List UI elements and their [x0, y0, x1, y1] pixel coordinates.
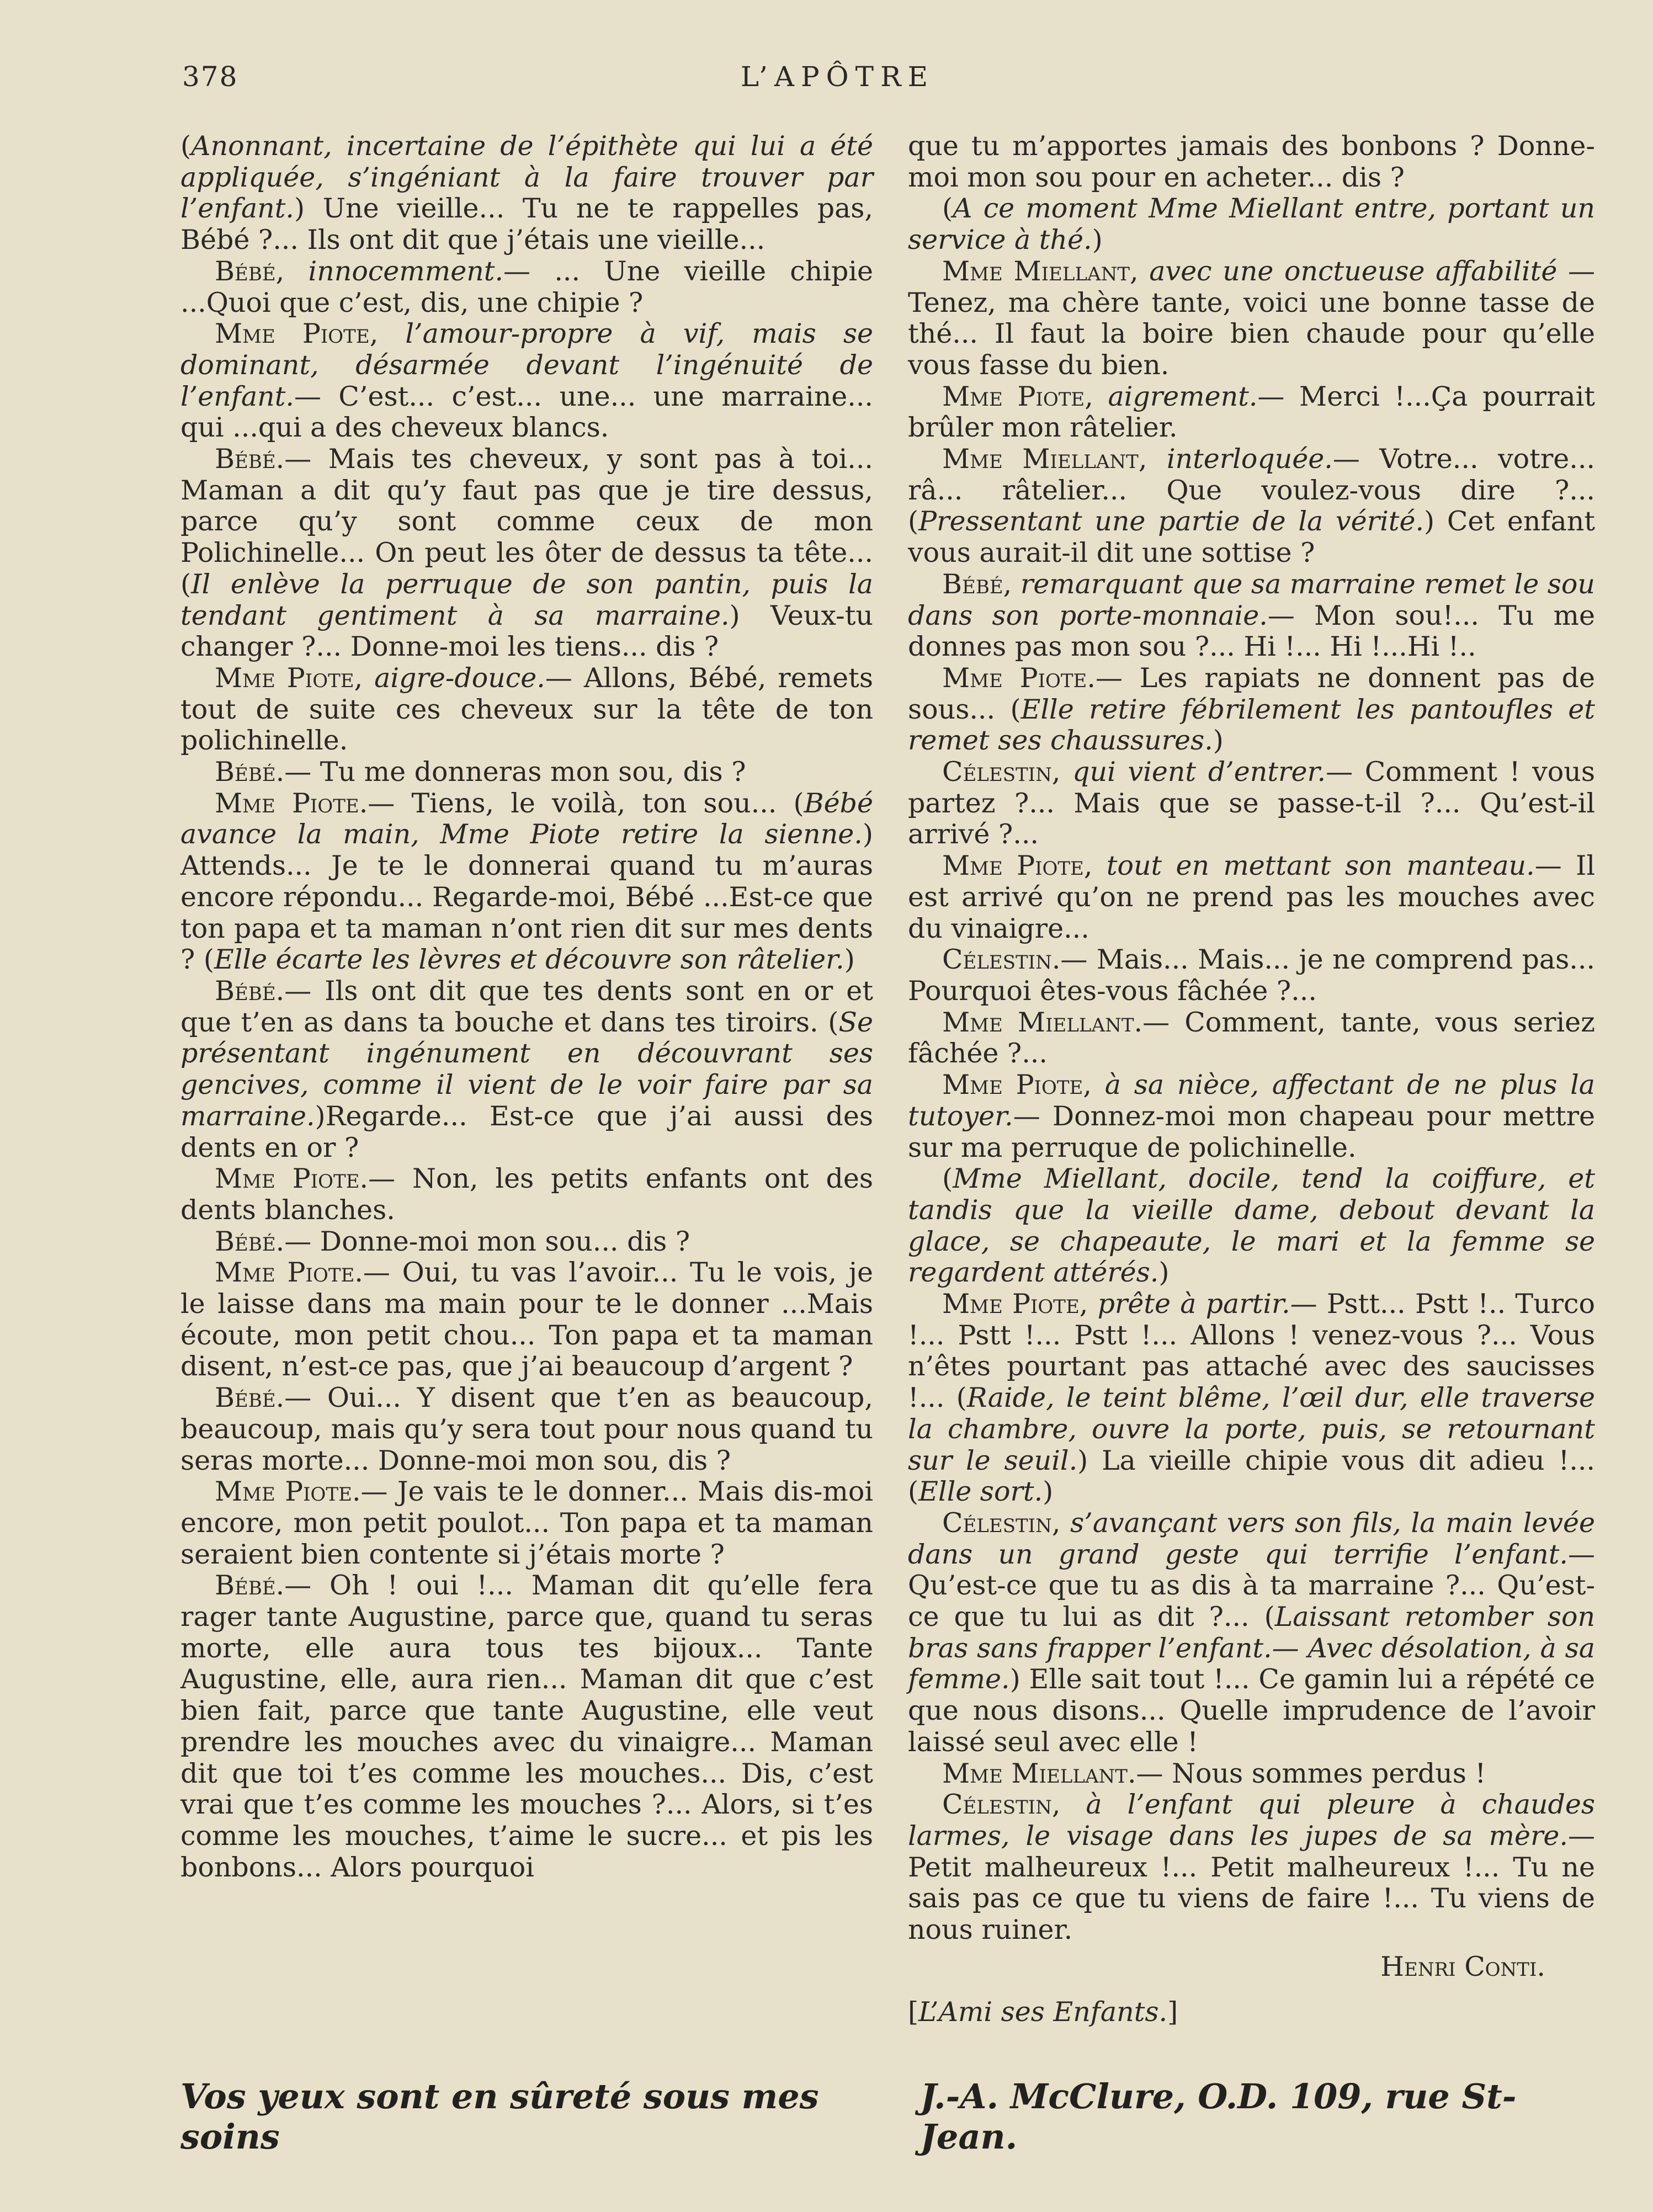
dialogue-text: .— Mais tes cheveux, y sont pas à toi... Maman a dit qu’y faut pas que je tire dessus, parce qu’y sont comme ceux de mon Polichinelle... On peut les ôter de dessus ta tête... (: [180, 443, 873, 600]
speaker-name: Mme Piote: [942, 850, 1084, 882]
paragraph: [180, 131, 873, 256]
dialogue-text: .— Oui... Y disent que t’en as beaucoup, beaucoup, mais qu’y sera tout pour nous quand tu seras morte... Donne-moi mon sou, dis ?: [180, 1382, 873, 1476]
dialogue-text: — Allons, Bébé, remets tout de suite ces cheveux sur la tête de ton polichinelle.: [180, 662, 873, 757]
dialogue-text: .— Mais... Mais... je ne comprend pas... Pourquoi êtes-vous fâchée ?...: [908, 944, 1595, 1007]
stage-direction: aigre-douce.: [374, 662, 545, 694]
speaker-name: Bébé: [215, 1570, 276, 1602]
dialogue-text: — Tenez, ma chère tante, voici une bonne tasse de thé... Il faut la boire bien chaude pour qu’elle vous fasse du bien.: [908, 255, 1595, 381]
paragraph: [908, 1952, 1595, 1983]
stage-direction: avec une onctueuse affabilité: [1149, 255, 1558, 287]
stage-direction: à l’enfant qui pleure à chaudes larmes, le visage dans les jupes de sa mère.: [908, 1789, 1596, 1852]
speaker-name: Mme Piote: [942, 380, 1085, 412]
dialogue-text: .— Les rapiats ne donnent pas de sous... (: [908, 662, 1595, 725]
speaker-name: Bébé: [215, 975, 276, 1007]
paragraph: [908, 1007, 1595, 1070]
dialogue-text: .— Nous sommes perdus !: [1127, 1757, 1486, 1789]
dialogue-text: Henri Conti.: [1380, 1950, 1545, 1982]
dialogue-text: ,: [1083, 1069, 1105, 1101]
dialogue-text: ) Veux-tu changer ?... Donne-moi les tiens... dis ?: [180, 599, 873, 663]
stage-direction: Raide, le teint blême, l’œil dur, elle traverse la chambre, ouvre la porte, puis, se retournant sur le seuil.: [908, 1382, 1595, 1476]
dialogue-text: ,: [275, 255, 309, 287]
stage-direction: Anonnant, incertaine de l’épithète qui lui a été appliquée, s’ingéniant à la faire trouver par l’enfant.: [180, 130, 873, 225]
dialogue-text: .— Je vais te le donner... Mais dis-moi encore, mon petit poulot... Ton papa et ta maman seraient bien contente si j’étais morte ?: [180, 1476, 873, 1570]
paragraph: [908, 1289, 1595, 1508]
dialogue-text: ) Attends... Je te le donnerai quand tu m’auras encore répondu... Regarde-moi, Bébé ...Est-ce que ton papa et ta maman n’ont rien dit sur mes dents ? (: [180, 818, 873, 976]
stage-direction: L’Ami ses Enfants.: [918, 1996, 1168, 2028]
paragraph: [180, 757, 873, 788]
speaker-name: Mme Piote: [942, 662, 1087, 694]
paragraph: [180, 444, 873, 663]
dialogue-text: .— Oui, tu vas l’avoir... Tu le vois, je le laisse dans ma main pour te le donner ...Mais écoute, mon petit chou... Ton papa et ta maman disent, n’est-ce pas, que j’ai beaucoup d’argent ?: [180, 1257, 873, 1382]
dialogue-text: [: [908, 1996, 919, 2028]
dialogue-text: ): [1213, 725, 1224, 757]
speaker-name: Mme Miellant: [942, 1006, 1134, 1038]
stage-direction: Elle sort.: [918, 1476, 1043, 1508]
paragraph: [908, 131, 1595, 193]
dialogue-text: ) Cet enfant vous aurait-il dit une sottise ?: [908, 506, 1595, 569]
paragraph: [908, 569, 1595, 663]
stage-direction: Se présentant ingénument en découvrant ses gencives, comme il vient de le voir faire par sa marraine.: [180, 1006, 873, 1132]
paragraph: [180, 1226, 873, 1258]
dialogue-text: ) Elle sait tout !... Ce gamin lui a répété ce que nous disons... Quelle imprudence de l’avoir laissé seul avec elle !: [908, 1663, 1595, 1758]
dialogue-text: ,: [1051, 1507, 1071, 1539]
dialogue-text: .— Tu me donneras mon sou, dis ?: [275, 756, 746, 788]
paragraph: [908, 1163, 1595, 1289]
dialogue-text: .— Ils ont dit que tes dents sont en or et que t’en as dans ta bouche et dans tes tiroirs. (: [180, 975, 873, 1038]
speaker-name: Bébé: [942, 568, 1003, 600]
paragraph: [180, 1257, 873, 1382]
ad-optometrist-address: J.-A. McClure, O.D. 109, rue St-Jean.: [920, 2076, 1517, 2157]
speaker-name: Mme Piote: [215, 787, 359, 819]
speaker-name: Bébé: [215, 443, 276, 475]
dialogue-text: ,: [1083, 850, 1107, 882]
speaker-name: Mme Piote: [942, 1288, 1080, 1320]
dialogue-text: ) La vieille chipie vous dit adieu !... (: [908, 1444, 1595, 1508]
stage-direction: Bébé avance la main, Mme Piote retire la sienne.: [180, 787, 873, 850]
stage-direction: qui vient d’entrer.: [1072, 756, 1326, 788]
dialogue-text: ): [844, 944, 855, 976]
dialogue-text: ): [1158, 1257, 1170, 1289]
paragraph: [908, 1070, 1595, 1163]
paragraph: [180, 788, 873, 976]
dialogue-text: (: [180, 130, 192, 162]
stage-direction: A ce moment Mme Miellant entre, portant un service à thé.: [908, 193, 1595, 256]
dialogue-text: — Petit malheureux !... Petit malheureux !... Tu ne sais pas ce que tu viens de faire !... Tu viens de nous ruiner.: [908, 1820, 1595, 1946]
paragraph: [180, 1382, 873, 1476]
speaker-name: Bébé: [215, 1225, 276, 1257]
stage-direction: prête à partir.: [1097, 1288, 1290, 1320]
paragraph: [908, 381, 1595, 444]
dialogue-text: (: [942, 1163, 953, 1195]
speaker-name: Mme Piote: [215, 1163, 360, 1195]
dialogue-text: ,: [1051, 756, 1073, 788]
dialogue-text: — Merci !...Ça pourrait brûler mon râtelier.: [908, 380, 1595, 444]
dialogue-text: (: [942, 193, 953, 225]
speaker-name: Mme Miellant: [942, 1757, 1128, 1789]
speaker-name: Mme Piote: [215, 1257, 355, 1289]
stage-direction: aigrement.: [1108, 380, 1258, 412]
dialogue-text: — Il est arrivé qu’on ne prend pas les mouches avec du vinaigre...: [908, 850, 1596, 944]
stage-direction: interloquée.: [1166, 443, 1333, 475]
paragraph: [908, 850, 1595, 944]
paragraph: [908, 1997, 1595, 2028]
dialogue-text: ]: [1167, 1996, 1178, 2028]
stage-direction: Elle retire fébrilement les pantoufles et remet ses chaussures.: [908, 693, 1595, 757]
running-title: L’APÔTRE: [740, 61, 935, 93]
paragraph: [180, 663, 873, 757]
speaker-name: Bébé: [215, 756, 276, 788]
advertisement-footer: [180, 2076, 1604, 2157]
dialogue-text: — Mon sou!... Tu me donnes pas mon sou ?... Hi !... Hi !...Hi !..: [908, 599, 1595, 663]
speaker-name: Célestin: [942, 1507, 1052, 1539]
stage-direction: à sa nièce, affectant de ne plus la tutoyer.: [908, 1069, 1596, 1132]
dialogue-text: — Qu’est-ce que tu as dis à ta marraine ?... Qu’est-ce que tu lui as dit ?... (: [908, 1538, 1595, 1633]
dialogue-text: que tu m’apportes jamais des bonbons ? Donne-moi mon sou pour en acheter... dis ?: [908, 130, 1595, 193]
speaker-name: Bébé: [215, 1382, 276, 1414]
dialogue-text: ,: [1130, 255, 1150, 287]
stage-direction: Pressentant une partie de la vérité.: [918, 506, 1425, 538]
paragraph: [908, 944, 1595, 1007]
speaker-name: Mme Miellant: [942, 255, 1130, 287]
paragraph: [180, 1570, 873, 1883]
dialogue-text: ,: [1079, 1288, 1098, 1320]
dialogue-text: )Regarde... Est-ce que j’ai aussi des dents en or ?: [180, 1100, 873, 1163]
dialogue-text: ,: [1085, 380, 1108, 412]
dialogue-text: ,: [369, 318, 406, 350]
paragraph: [908, 444, 1595, 569]
paragraph: [908, 256, 1595, 381]
page-number: 378: [182, 61, 238, 93]
paragraph: [908, 757, 1595, 850]
speaker-name: Mme Piote: [215, 318, 370, 350]
dialogue-text: — Pstt... Pstt !.. Turco !... Pstt !... Pstt !... Allons ! venez-vous ?... Vous n’êtes pourtant pas attaché avec des saucisses !... (: [908, 1288, 1595, 1414]
left-column: [180, 131, 873, 1883]
dialogue-text: .— Non, les petits enfants ont des dents blanches.: [180, 1163, 874, 1226]
ad-slogan: Vos yeux sont en sûreté sous mes soins: [180, 2076, 819, 2157]
dialogue-text: .— Tiens, le voilà, ton sou... (: [359, 787, 804, 819]
paragraph: [908, 193, 1595, 256]
dialogue-text: — C’est... c’est... une... une marraine... qui ...qui a des cheveux blancs.: [180, 380, 873, 444]
speaker-name: Célestin: [942, 944, 1052, 976]
dialogue-text: — Donnez-moi mon chapeau pour mettre sur ma perruque de polichinelle.: [908, 1100, 1595, 1163]
paragraph: [180, 1163, 873, 1226]
right-column: [908, 131, 1595, 2028]
speaker-name: Mme Piote: [215, 662, 354, 694]
speaker-name: Mme Miellant: [942, 443, 1139, 475]
stage-direction: Mme Miellant, docile, tend la coiffure, et tandis que la vieille dame, debout devant la glace, se chapeaute, le mari et la femme se regardent attérés.: [908, 1163, 1595, 1289]
stage-direction: Il enlève la perruque de son pantin, puis la tendant gentiment à sa marraine.: [180, 568, 873, 631]
dialogue-text: ): [1043, 1476, 1054, 1508]
dialogue-text: ,: [1138, 443, 1167, 475]
paragraph: [908, 663, 1595, 757]
stage-direction: l’amour-propre à vif, mais se dominant, désarmée devant l’ingénuité de l’enfant.: [180, 318, 874, 412]
speaker-name: Mme Piote: [942, 1069, 1083, 1101]
paragraph: [180, 256, 873, 318]
dialogue-text: ,: [1003, 568, 1020, 600]
paragraph: [908, 1789, 1595, 1946]
stage-direction: innocemment.: [308, 255, 504, 287]
paragraph: [908, 1758, 1595, 1790]
paragraph: [180, 1476, 873, 1570]
dialogue-text: — Comment ! vous partez ?... Mais que se passe-t-il ?... Qu’est-il arrivé ?...: [908, 756, 1595, 850]
stage-direction: Laissant retomber son bras sans frapper l’enfant.— Avec désolation, à sa femme.: [908, 1601, 1596, 1695]
speaker-name: Célestin: [942, 1789, 1052, 1821]
dialogue-text: .— Comment, tante, vous seriez fâchée ?...: [908, 1006, 1595, 1070]
dialogue-text: — ... Une vieille chipie ...Quoi que c’est, dis, une chipie ?: [180, 255, 873, 318]
stage-direction: Elle écarte les lèvres et découvre son râtelier.: [214, 944, 844, 976]
dialogue-text: .— Donne-moi mon sou... dis ?: [275, 1225, 690, 1257]
speaker-name: Bébé: [215, 255, 276, 287]
dialogue-text: .— Oh ! oui !... Maman dit qu’elle fera rager tante Augustine, parce que, quand tu seras morte, elle aura tous tes bijoux... Tante Augustine, elle, aura rien... Maman dit que c’est bien fait, parce que tante Augustine, elle veut prendre les mouches avec du vinaigre... Maman dit que toi t’es comme les mouches... Dis, c’est vrai que t’es comme les mouches ?... Alors, si t’es comme les mouches, t’aime le sucre... et pis les bonbons... Alors pourquoi: [180, 1570, 873, 1883]
dialogue-text: ): [1092, 224, 1103, 256]
stage-direction: tout en mettant son manteau.: [1106, 850, 1535, 882]
dialogue-text: — Votre... votre... râ... râtelier... Que voulez-vous dire ?... (: [908, 443, 1595, 538]
dialogue-text: ,: [1051, 1789, 1086, 1821]
stage-direction: s’avançant vers son fils, la main levée dans un grand geste qui terrifie l’enfant.: [908, 1507, 1595, 1570]
speaker-name: Mme Piote: [215, 1476, 352, 1508]
speaker-name: Célestin: [942, 756, 1052, 788]
dialogue-text: ) Une vieille... Tu ne te rappelles pas, Bébé ?... Ils ont dit que j’étais une vieille...: [180, 193, 873, 256]
dialogue-text: ,: [354, 662, 375, 694]
paragraph: [180, 976, 873, 1163]
stage-direction: remarquant que sa marraine remet le sou dans son porte-monnaie.: [908, 568, 1595, 631]
paragraph: [180, 318, 873, 444]
paragraph: [908, 1508, 1595, 1758]
